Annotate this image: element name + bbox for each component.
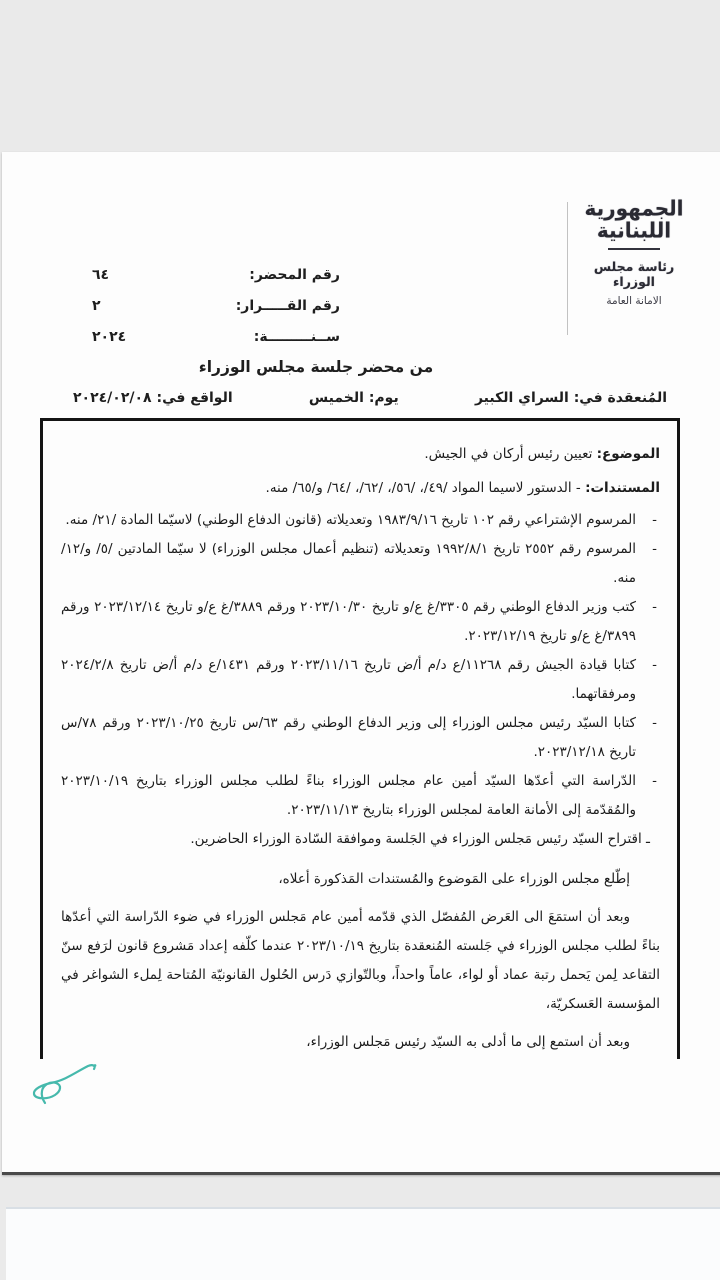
session-day-label: يوم: [368,390,399,406]
meta-label: رقم القـــــرار: [235,298,340,314]
republic-name-line1: الجمهورية [584,195,684,221]
page-title: من محضر جلسة مجلس الوزراء [198,358,434,376]
letterhead-rule [608,248,660,250]
document-meta [92,262,340,355]
subject-text: تعيين رئيس أركان في الجيش. [424,446,593,462]
document-page [2,152,720,1175]
paragraph: وبعد أن استمع إلى ما أدلى به السيّد رئيس مَجلس الوزراء، [306,1034,630,1050]
secretariat-name: الامانة العامة [606,295,662,307]
list-item-text: الدّراسة التي أعدّها السيّد أمين عام مجلس الوزراء بناءً لطلب مجلس الوزراء بتاريخ ٢٠٢٣/١٠/١٩ والمُقدّمة إلى الأمانة العامة لمجلس الوزراء بتاريخ ٢٠٢٣/١١/١٣. [61,773,636,818]
body-frame-left-border [40,418,43,1059]
list-item-text: المرسوم رقم ٢٥٥٢ تاريخ ١٩٩٢/٨/١ وتعديلاته (تنظيم أعمال مجلس الوزراء) لا سيّما المادتين /٥/ و/١٢/ منه. [61,541,636,586]
letterhead-divider-line [567,202,568,335]
session-date-value: ٢٠٢٤/٠٢/٠٨ [73,390,152,406]
paragraph: وبعد أن استمَعَ الى العَرض المُفصّل الذي قدّمه أمين عام مَجلس الوزراء في ضوء الدّراسة التي أعدّها بناءً لطلب مجلس الوزراء في جَلسته المُنعقدة بتاريخ ٢٠٢٣/١٠/١٩ عندما كلّفه إعداد مَشروع قانون لرَفع سنّ التقاعد لِمن يَحمل رتبة عماد أو لواء، عاماً واحداً، وبالتّوازي دَرس الحُلول القانونيّة المُتاحة لِملء الشواغر في المؤسسة العَسكريّة، [61,909,660,1012]
dash-bullet-icon: - [652,541,657,557]
subject-line [61,440,660,469]
session-date [73,390,233,406]
dash-bullet-icon: - [652,715,657,731]
meta-row-minutes-number [92,262,340,293]
session-info-line [73,390,667,406]
meta-value: ٢ [92,298,101,314]
list-item [61,593,660,651]
document-body [61,440,660,1057]
list-item [61,506,660,535]
session-location-label: المُنعقدة في: [573,390,667,406]
meta-row-decision-number [92,293,340,324]
list-item-text: المرسوم الإشتراعي رقم ١٠٢ تاريخ ١٩٨٣/٩/١٦ وتعديلاته (قانون الدفاع الوطني) لاسيّما المادة /٢١/ منه. [65,512,636,528]
subject-label: الموضوع: [596,446,660,462]
proposal-text: اقتراح السيّد رئيس مَجلس الوزراء في الجَلسة وموافقة السّادة الوزراء الحاضرين. [190,831,642,847]
list-item-text: كتابا قيادة الجيش رقم ١١٢٦٨/ع د/م أ/ض تاريخ ٢٠٢٣/١١/١٦ ورقم ١٤٣١/ع د/م أ/ض تاريخ ٢٠٢٤/٢/٨ ومرفقاتهما. [61,657,637,702]
next-page-edge [6,1207,720,1280]
meta-row-year [92,324,340,355]
dash-bullet-icon: - [652,773,657,789]
session-day [309,390,399,406]
meta-label: رقم المحضر: [249,267,340,283]
dash-bullet-icon: - [652,599,657,615]
documents-label: المستندات: [585,480,660,496]
paragraph: إطّلع مجلس الوزراء على المَوضوع والمُستندات المَذكورة أعلاه، [278,871,630,887]
signature-mark [24,1060,108,1114]
letterhead [575,197,693,308]
list-item-text: كتب وزير الدفاع الوطني رقم ٣٣٠٥/غ ع/و تاريخ ٢٠٢٣/١٠/٣٠ ورقم ٣٨٨٩/غ ع/و تاريخ ٢٠٢٣/١٢/١٤ ورقم ٣٨٩٩/غ ع/و تاريخ ٢٠٢٣/١٢/١٩. [61,599,636,644]
list-item [61,767,660,825]
session-location [475,390,667,406]
list-item [61,535,660,593]
list-item [61,651,660,709]
documents-list [61,506,660,854]
meta-value: ٢٠٢٤ [92,329,127,345]
session-day-value: الخميس [308,390,364,406]
proposal-line [61,825,660,854]
dash-bullet-icon: - [652,512,657,528]
body-frame-top-border [40,418,680,421]
list-item-text: كتابا السيّد رئيس مجلس الوزراء إلى وزير الدفاع الوطني رقم ٦٣/س تاريخ ٢٠٢٣/١٠/٢٥ ورقم ٧٨/س تاريخ ٢٠٢٣/١٢/١٨. [61,715,636,760]
documents-first-item: - الدستور لاسيما المواد /٤٩/، /٥٦/، /٦٢/، /٦٤/ و/٦٥/ منه. [265,480,581,496]
session-location-value: السراي الكبير [474,390,569,406]
dash-bullet-icon: - [652,657,657,673]
documents-line [61,474,660,503]
meta-value: ٦٤ [92,267,110,283]
presidency-name: رئاسة مجلس الوزراء [593,259,675,289]
list-item [61,709,660,767]
republic-name-line2: اللبنانية [596,217,672,243]
meta-label: ســنـــــــــة: [253,329,340,345]
signature-dot [94,1064,97,1067]
dash-bullet-icon: ـ [646,831,650,847]
body-frame-right-border [677,418,680,1059]
session-date-label: الواقع في: [156,390,233,406]
